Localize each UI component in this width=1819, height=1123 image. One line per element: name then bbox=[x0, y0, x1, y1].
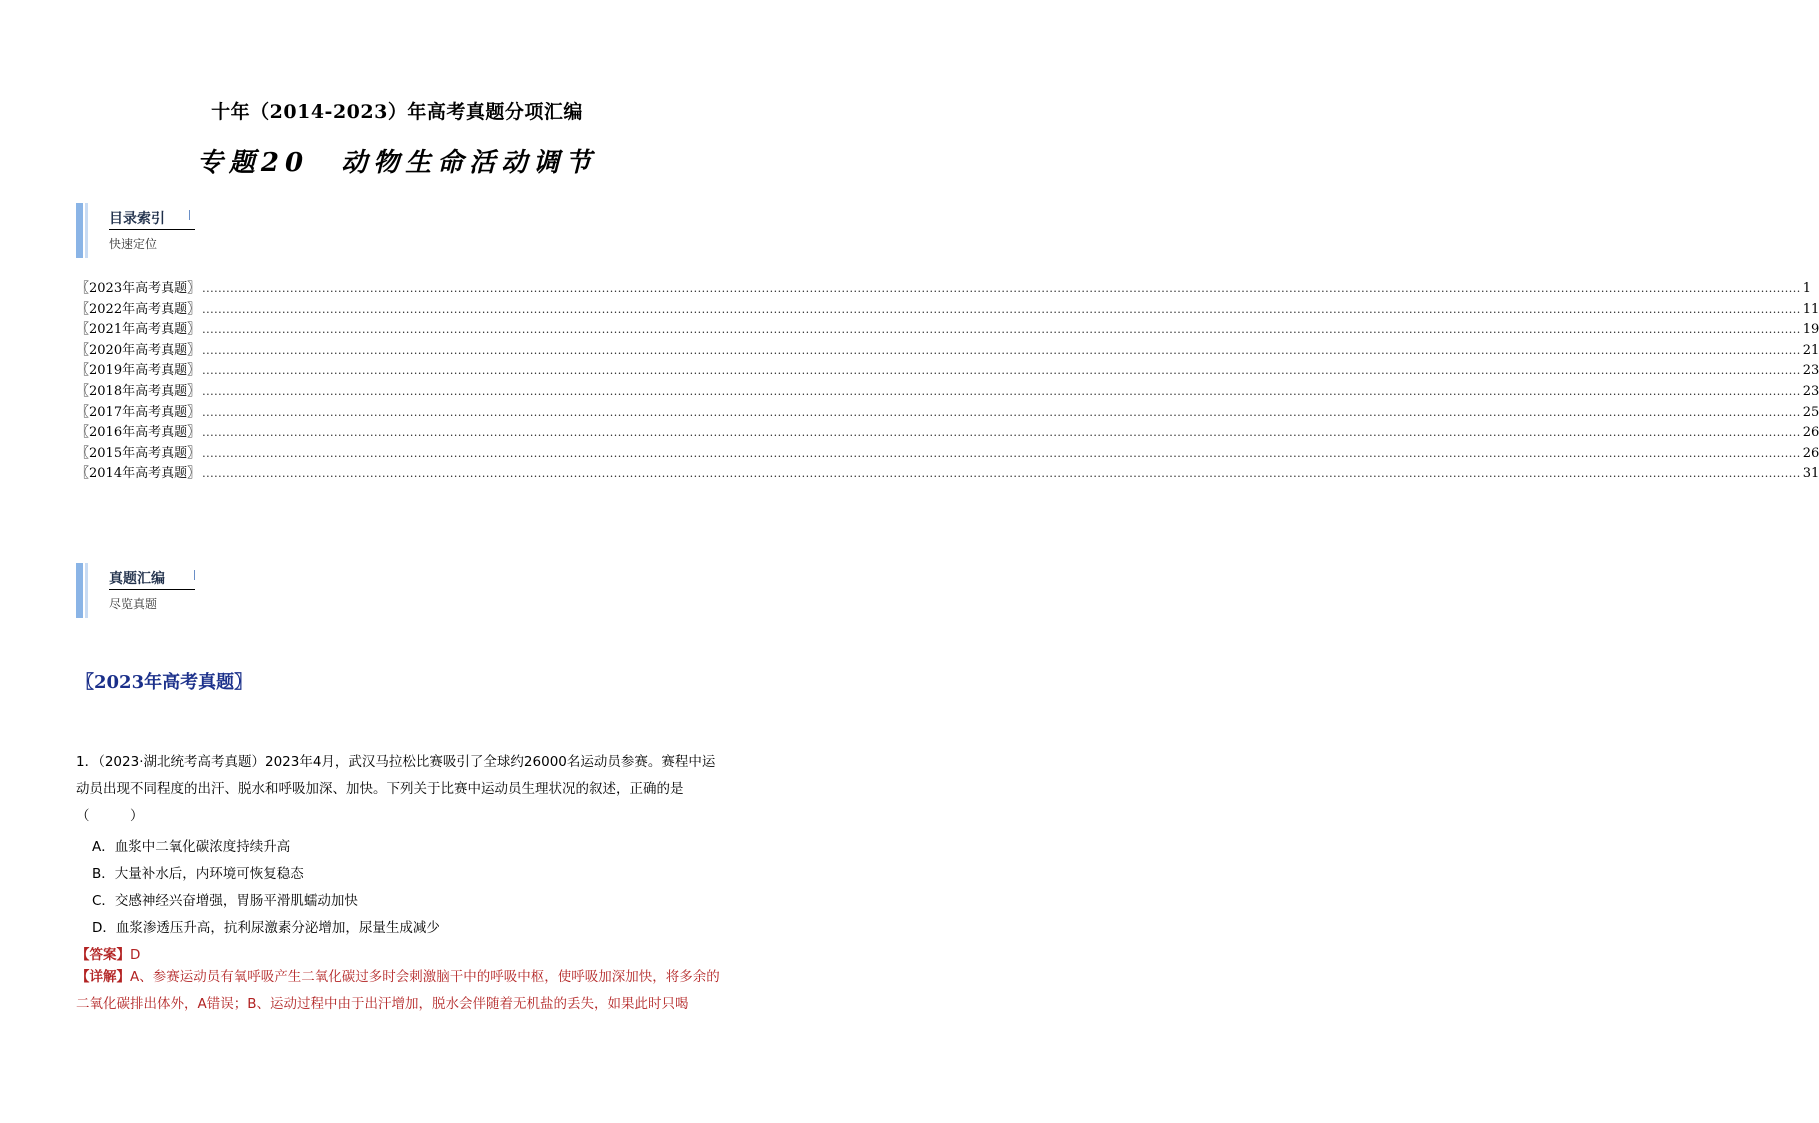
text-cursor-icon bbox=[189, 210, 190, 220]
option-c: C．交感神经兴奋增强，胃肠平滑肌蠕动加快 bbox=[92, 893, 358, 909]
answer-detail bbox=[76, 964, 724, 1018]
answer-tag: 【答案】 bbox=[76, 947, 130, 963]
toc-entry-label: 〖2017年高考真题〗 bbox=[76, 404, 201, 420]
accent-bar-light bbox=[85, 563, 88, 618]
text-cursor-icon bbox=[194, 570, 195, 580]
answer-value: D bbox=[130, 947, 141, 963]
toc-entry-label: 〖2019年高考真题〗 bbox=[76, 363, 201, 379]
toc-entry-page: 19 bbox=[1802, 322, 1819, 338]
toc-entry-label: 〖2015年高考真题〗 bbox=[76, 445, 201, 461]
toc-leader-dots: ................................................................................................................................................................................................................................................................................................................................................................................................................ bbox=[202, 426, 1801, 440]
toc-leader-dots: ................................................................................................................................................................................................................................................................................................................................................................................................................ bbox=[202, 343, 1801, 357]
toc-entry-label: 〖2021年高考真题〗 bbox=[76, 322, 201, 338]
accent-bar bbox=[76, 563, 83, 618]
toc-entry-page: 23 bbox=[1802, 383, 1819, 399]
toc-entry-label: 〖2020年高考真题〗 bbox=[76, 342, 201, 358]
questions-section-sub: 尽览真题 bbox=[109, 597, 158, 611]
option-d: D．血浆渗透压升高，抗利尿激素分泌增加，尿量生成减少 bbox=[92, 920, 440, 936]
toc-entry-page: 26 bbox=[1802, 445, 1819, 461]
toc-entry-page: 1 bbox=[1802, 281, 1812, 296]
table-of-contents bbox=[76, 277, 1819, 483]
toc-entry-page: 21 bbox=[1802, 342, 1819, 358]
toc-entry-label: 〖2018年高考真题〗 bbox=[76, 383, 201, 399]
answer-line bbox=[76, 943, 140, 963]
toc-entry-label: 〖2023年高考真题〗 bbox=[76, 281, 201, 296]
questions-section-name: 真题汇编 bbox=[109, 571, 165, 587]
toc-entry[interactable] bbox=[76, 401, 1819, 422]
toc-entry[interactable] bbox=[76, 462, 1819, 483]
toc-leader-dots: ................................................................................................................................................................................................................................................................................................................................................................................................................ bbox=[202, 405, 1801, 419]
accent-bar bbox=[76, 203, 83, 258]
toc-entry[interactable] bbox=[76, 277, 1812, 298]
year-heading: 〖2023年高考真题〗 bbox=[76, 672, 253, 693]
toc-section-name: 目录索引 bbox=[109, 211, 165, 227]
section-rule bbox=[109, 229, 195, 230]
section-rule bbox=[109, 589, 195, 590]
toc-entry-page: 11 bbox=[1802, 301, 1819, 317]
accent-bar-light bbox=[85, 203, 88, 258]
option-b: B．大量补水后，内环境可恢复稳态 bbox=[92, 866, 304, 882]
toc-entry-page: 23 bbox=[1802, 363, 1819, 379]
toc-section-sub: 快速定位 bbox=[109, 237, 158, 251]
toc-entry[interactable] bbox=[76, 359, 1819, 380]
toc-leader-dots: ................................................................................................................................................................................................................................................................................................................................................................................................................ bbox=[202, 282, 1801, 295]
toc-entry-page: 25 bbox=[1802, 404, 1819, 420]
toc-entry[interactable] bbox=[76, 380, 1819, 401]
toc-entry-label: 〖2022年高考真题〗 bbox=[76, 301, 201, 317]
topic-title: 专题20 动物生命活动调节 bbox=[196, 148, 598, 178]
toc-entry[interactable] bbox=[76, 339, 1819, 360]
toc-entry-label: 〖2016年高考真题〗 bbox=[76, 425, 201, 441]
toc-leader-dots: ................................................................................................................................................................................................................................................................................................................................................................................................................ bbox=[202, 446, 1801, 460]
detail-text: A、参赛运动员有氧呼吸产生二氧化碳过多时会刺激脑干中的呼吸中枢，使呼吸加深加快，将多余的二氧化碳排出体外，A错误；B、运动过程中由于出汗增加，脱水会伴随着无机盐的丢失，如果此时只喝 bbox=[76, 969, 720, 1012]
toc-entry-page: 26 bbox=[1802, 425, 1819, 441]
toc-leader-dots: ................................................................................................................................................................................................................................................................................................................................................................................................................ bbox=[202, 384, 1801, 398]
toc-leader-dots: ................................................................................................................................................................................................................................................................................................................................................................................................................ bbox=[202, 364, 1801, 378]
toc-entry[interactable] bbox=[76, 318, 1819, 339]
toc-leader-dots: ................................................................................................................................................................................................................................................................................................................................................................................................................ bbox=[202, 302, 1801, 316]
toc-entry-label: 〖2014年高考真题〗 bbox=[76, 466, 201, 482]
toc-entry[interactable] bbox=[76, 298, 1819, 319]
question-stem: 1．（2023·湖北统考高考真题）2023年4月，武汉马拉松比赛吸引了全球约26000名运动员参赛。赛程中运动员出现不同程度的出汗、脱水和呼吸加深、加快。下列关于比赛中运动员生理状况的叙述，正确的是（ ） bbox=[76, 754, 716, 824]
option-a: A．血浆中二氧化碳浓度持续升高 bbox=[92, 839, 291, 855]
detail-tag: 【详解】 bbox=[76, 969, 130, 985]
document-title: 十年（2014-2023）年高考真题分项汇编 bbox=[211, 101, 583, 123]
toc-leader-dots: ................................................................................................................................................................................................................................................................................................................................................................................................................ bbox=[202, 467, 1801, 481]
toc-leader-dots: ................................................................................................................................................................................................................................................................................................................................................................................................................ bbox=[202, 323, 1801, 337]
toc-entry-page: 31 bbox=[1802, 466, 1819, 482]
toc-entry[interactable] bbox=[76, 442, 1819, 463]
toc-entry[interactable] bbox=[76, 421, 1819, 442]
